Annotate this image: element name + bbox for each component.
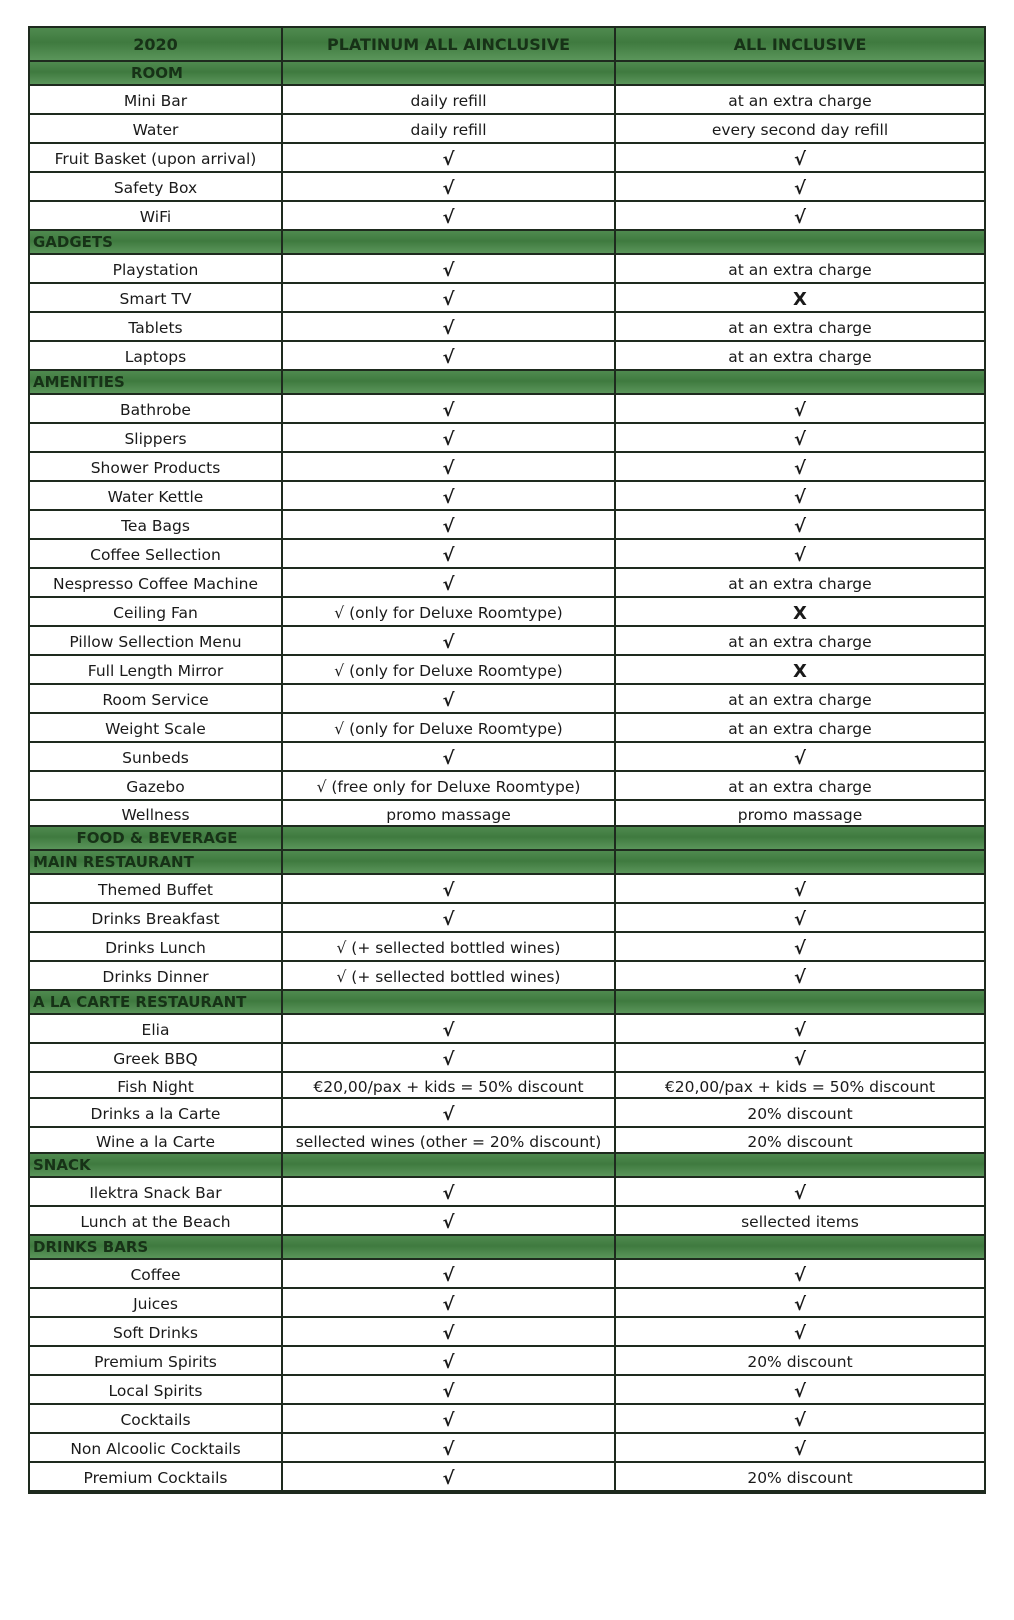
table-row <box>30 962 984 991</box>
platinum-value: daily refill <box>283 86 616 115</box>
platinum-value: √ <box>283 1347 616 1376</box>
platinum-value: √ <box>283 569 616 598</box>
table-row <box>30 1463 984 1492</box>
all-inclusive-value: √ <box>616 933 984 962</box>
header-all-inclusive: ALL INCLUSIVE <box>616 28 984 62</box>
section-header <box>30 371 984 395</box>
all-inclusive-value: √ <box>616 395 984 424</box>
platinum-value: √ <box>283 743 616 772</box>
table-row <box>30 453 984 482</box>
feature-label: Room Service <box>30 685 283 714</box>
platinum-value: √ <box>283 482 616 511</box>
table-row <box>30 1434 984 1463</box>
all-inclusive-value: at an extra charge <box>616 313 984 342</box>
table-row <box>30 801 984 827</box>
table-row <box>30 173 984 202</box>
platinum-value: √ <box>283 1376 616 1405</box>
table-header <box>30 28 984 62</box>
section-header <box>30 231 984 255</box>
table-row <box>30 1015 984 1044</box>
section-band <box>616 231 984 255</box>
platinum-value: √ <box>283 1463 616 1492</box>
feature-label: Wellness <box>30 801 283 827</box>
platinum-value: √ <box>283 144 616 173</box>
table-row <box>30 1128 984 1154</box>
table-row <box>30 511 984 540</box>
all-inclusive-value: √ <box>616 1405 984 1434</box>
feature-label: Local Spirits <box>30 1376 283 1405</box>
all-inclusive-value: √ <box>616 144 984 173</box>
all-inclusive-value: √ <box>616 1318 984 1347</box>
platinum-value: √ <box>283 424 616 453</box>
all-inclusive-value: √ <box>616 1376 984 1405</box>
platinum-value: √ <box>283 395 616 424</box>
feature-label: Fish Night <box>30 1073 283 1099</box>
table-row <box>30 933 984 962</box>
platinum-value: √ <box>283 173 616 202</box>
header-year: 2020 <box>30 28 283 62</box>
comparison-sheet <box>28 26 986 1494</box>
all-inclusive-value: X <box>616 656 984 685</box>
feature-label: Mini Bar <box>30 86 283 115</box>
section-band <box>283 991 616 1015</box>
all-inclusive-value: √ <box>616 1434 984 1463</box>
feature-label: Laptops <box>30 342 283 371</box>
feature-label: Shower Products <box>30 453 283 482</box>
feature-label: Sunbeds <box>30 743 283 772</box>
feature-label: Drinks Dinner <box>30 962 283 991</box>
table-row <box>30 202 984 231</box>
feature-label: Coffee <box>30 1260 283 1289</box>
all-inclusive-value: €20,00/pax + kids = 50% discount <box>616 1073 984 1099</box>
all-inclusive-value: X <box>616 284 984 313</box>
feature-label: Nespresso Coffee Machine <box>30 569 283 598</box>
all-inclusive-value: at an extra charge <box>616 342 984 371</box>
feature-label: Playstation <box>30 255 283 284</box>
platinum-value: √ <box>283 904 616 933</box>
feature-label: Water Kettle <box>30 482 283 511</box>
section-band <box>616 851 984 875</box>
table-row <box>30 342 984 371</box>
table-row <box>30 1044 984 1073</box>
all-inclusive-value: sellected items <box>616 1207 984 1236</box>
section-title: SNACK <box>30 1154 283 1178</box>
section-title: MAIN RESTAURANT <box>30 851 283 875</box>
feature-label: Premium Cocktails <box>30 1463 283 1492</box>
section-title: DRINKS BARS <box>30 1236 283 1260</box>
section-band <box>616 62 984 86</box>
platinum-value: €20,00/pax + kids = 50% discount <box>283 1073 616 1099</box>
platinum-value: √ <box>283 540 616 569</box>
feature-label: Wine a la Carte <box>30 1128 283 1154</box>
section-band <box>283 827 616 851</box>
platinum-value: √ (only for Deluxe Roomtype) <box>283 656 616 685</box>
feature-label: Drinks Lunch <box>30 933 283 962</box>
platinum-value: √ <box>283 1434 616 1463</box>
section-header <box>30 1154 984 1178</box>
table-row <box>30 395 984 424</box>
all-inclusive-value: at an extra charge <box>616 627 984 656</box>
feature-label: Cocktails <box>30 1405 283 1434</box>
table-row <box>30 656 984 685</box>
table-row <box>30 284 984 313</box>
table-row <box>30 685 984 714</box>
section-band <box>283 62 616 86</box>
platinum-value: √ <box>283 453 616 482</box>
all-inclusive-value: √ <box>616 1015 984 1044</box>
all-inclusive-value: 20% discount <box>616 1128 984 1154</box>
comparison-table <box>28 26 986 1494</box>
feature-label: Safety Box <box>30 173 283 202</box>
table-row <box>30 1289 984 1318</box>
platinum-value: √ <box>283 875 616 904</box>
platinum-value: √ <box>283 313 616 342</box>
feature-label: Lunch at the Beach <box>30 1207 283 1236</box>
section-band <box>283 1236 616 1260</box>
section-band <box>616 827 984 851</box>
all-inclusive-value: 20% discount <box>616 1099 984 1128</box>
platinum-value: sellected wines (other = 20% discount) <box>283 1128 616 1154</box>
all-inclusive-value: √ <box>616 875 984 904</box>
table-row <box>30 255 984 284</box>
table-row <box>30 714 984 743</box>
feature-label: Slippers <box>30 424 283 453</box>
platinum-value: √ <box>283 1289 616 1318</box>
feature-label: Tea Bags <box>30 511 283 540</box>
all-inclusive-value: √ <box>616 173 984 202</box>
section-band <box>283 851 616 875</box>
header-platinum: PLATINUM ALL AINCLUSIVE <box>283 28 616 62</box>
table-row <box>30 144 984 173</box>
section-band <box>616 1236 984 1260</box>
feature-label: Drinks Breakfast <box>30 904 283 933</box>
table-row <box>30 772 984 801</box>
platinum-value: √ <box>283 1015 616 1044</box>
table-row <box>30 1207 984 1236</box>
section-band <box>283 231 616 255</box>
table-row <box>30 1347 984 1376</box>
platinum-value: √ <box>283 1405 616 1434</box>
all-inclusive-value: √ <box>616 482 984 511</box>
feature-label: Bathrobe <box>30 395 283 424</box>
platinum-value: promo massage <box>283 801 616 827</box>
table-row <box>30 1405 984 1434</box>
all-inclusive-value: √ <box>616 453 984 482</box>
platinum-value: √ <box>283 1178 616 1207</box>
section-band <box>283 1154 616 1178</box>
feature-label: Water <box>30 115 283 144</box>
table-row <box>30 1073 984 1099</box>
platinum-value: √ (only for Deluxe Roomtype) <box>283 714 616 743</box>
table-row <box>30 482 984 511</box>
feature-label: WiFi <box>30 202 283 231</box>
feature-label: Full Length Mirror <box>30 656 283 685</box>
table-row <box>30 1376 984 1405</box>
platinum-value: √ <box>283 202 616 231</box>
feature-label: Weight Scale <box>30 714 283 743</box>
platinum-value: √ (+ sellected bottled wines) <box>283 962 616 991</box>
feature-label: Greek BBQ <box>30 1044 283 1073</box>
feature-label: Drinks a la Carte <box>30 1099 283 1128</box>
feature-label: Juices <box>30 1289 283 1318</box>
feature-label: Themed Buffet <box>30 875 283 904</box>
all-inclusive-value: √ <box>616 424 984 453</box>
feature-label: Premium Spirits <box>30 1347 283 1376</box>
all-inclusive-value: √ <box>616 1289 984 1318</box>
section-title: GADGETS <box>30 231 283 255</box>
table-row <box>30 540 984 569</box>
table-row <box>30 627 984 656</box>
feature-label: Pillow Sellection Menu <box>30 627 283 656</box>
platinum-value: √ <box>283 627 616 656</box>
all-inclusive-value: at an extra charge <box>616 685 984 714</box>
all-inclusive-value: 20% discount <box>616 1347 984 1376</box>
all-inclusive-value: at an extra charge <box>616 255 984 284</box>
table-row <box>30 1178 984 1207</box>
platinum-value: √ <box>283 342 616 371</box>
section-title: FOOD & BEVERAGE <box>30 827 283 851</box>
table-row <box>30 743 984 772</box>
all-inclusive-value: at an extra charge <box>616 714 984 743</box>
table-row <box>30 1260 984 1289</box>
all-inclusive-value: √ <box>616 1178 984 1207</box>
all-inclusive-value: √ <box>616 1044 984 1073</box>
table-row <box>30 424 984 453</box>
all-inclusive-value: √ <box>616 1260 984 1289</box>
all-inclusive-value: every second day refill <box>616 115 984 144</box>
section-title: A LA CARTE RESTAURANT <box>30 991 283 1015</box>
table-row <box>30 875 984 904</box>
feature-label: Tablets <box>30 313 283 342</box>
platinum-value: √ <box>283 255 616 284</box>
all-inclusive-value: √ <box>616 743 984 772</box>
all-inclusive-value: at an extra charge <box>616 569 984 598</box>
section-title: ROOM <box>30 62 283 86</box>
feature-label: Ilektra Snack Bar <box>30 1178 283 1207</box>
table-row <box>30 598 984 627</box>
feature-label: Soft Drinks <box>30 1318 283 1347</box>
all-inclusive-value: at an extra charge <box>616 86 984 115</box>
table-row <box>30 86 984 115</box>
table-row <box>30 904 984 933</box>
section-header <box>30 851 984 875</box>
feature-label: Elia <box>30 1015 283 1044</box>
platinum-value: √ <box>283 1044 616 1073</box>
feature-label: Fruit Basket (upon arrival) <box>30 144 283 173</box>
feature-label: Non Alcoolic Cocktails <box>30 1434 283 1463</box>
platinum-value: √ (free only for Deluxe Roomtype) <box>283 772 616 801</box>
table-row <box>30 1318 984 1347</box>
platinum-value: daily refill <box>283 115 616 144</box>
table-row <box>30 1099 984 1128</box>
section-band <box>616 1154 984 1178</box>
section-header <box>30 62 984 86</box>
platinum-value: √ <box>283 1260 616 1289</box>
table-row <box>30 313 984 342</box>
section-band <box>616 991 984 1015</box>
feature-label: Gazebo <box>30 772 283 801</box>
section-title: AMENITIES <box>30 371 283 395</box>
platinum-value: √ <box>283 1207 616 1236</box>
section-band <box>616 371 984 395</box>
table-row <box>30 115 984 144</box>
all-inclusive-value: √ <box>616 511 984 540</box>
table-row <box>30 569 984 598</box>
all-inclusive-value: √ <box>616 540 984 569</box>
section-header <box>30 991 984 1015</box>
section-band <box>283 371 616 395</box>
section-header <box>30 827 984 851</box>
platinum-value: √ (only for Deluxe Roomtype) <box>283 598 616 627</box>
platinum-value: √ <box>283 1099 616 1128</box>
all-inclusive-value: √ <box>616 202 984 231</box>
section-header <box>30 1236 984 1260</box>
feature-label: Coffee Sellection <box>30 540 283 569</box>
all-inclusive-value: X <box>616 598 984 627</box>
all-inclusive-value: 20% discount <box>616 1463 984 1492</box>
platinum-value: √ <box>283 1318 616 1347</box>
platinum-value: √ <box>283 511 616 540</box>
platinum-value: √ (+ sellected bottled wines) <box>283 933 616 962</box>
all-inclusive-value: at an extra charge <box>616 772 984 801</box>
all-inclusive-value: √ <box>616 962 984 991</box>
feature-label: Smart TV <box>30 284 283 313</box>
platinum-value: √ <box>283 284 616 313</box>
platinum-value: √ <box>283 685 616 714</box>
feature-label: Ceiling Fan <box>30 598 283 627</box>
all-inclusive-value: promo massage <box>616 801 984 827</box>
all-inclusive-value: √ <box>616 904 984 933</box>
